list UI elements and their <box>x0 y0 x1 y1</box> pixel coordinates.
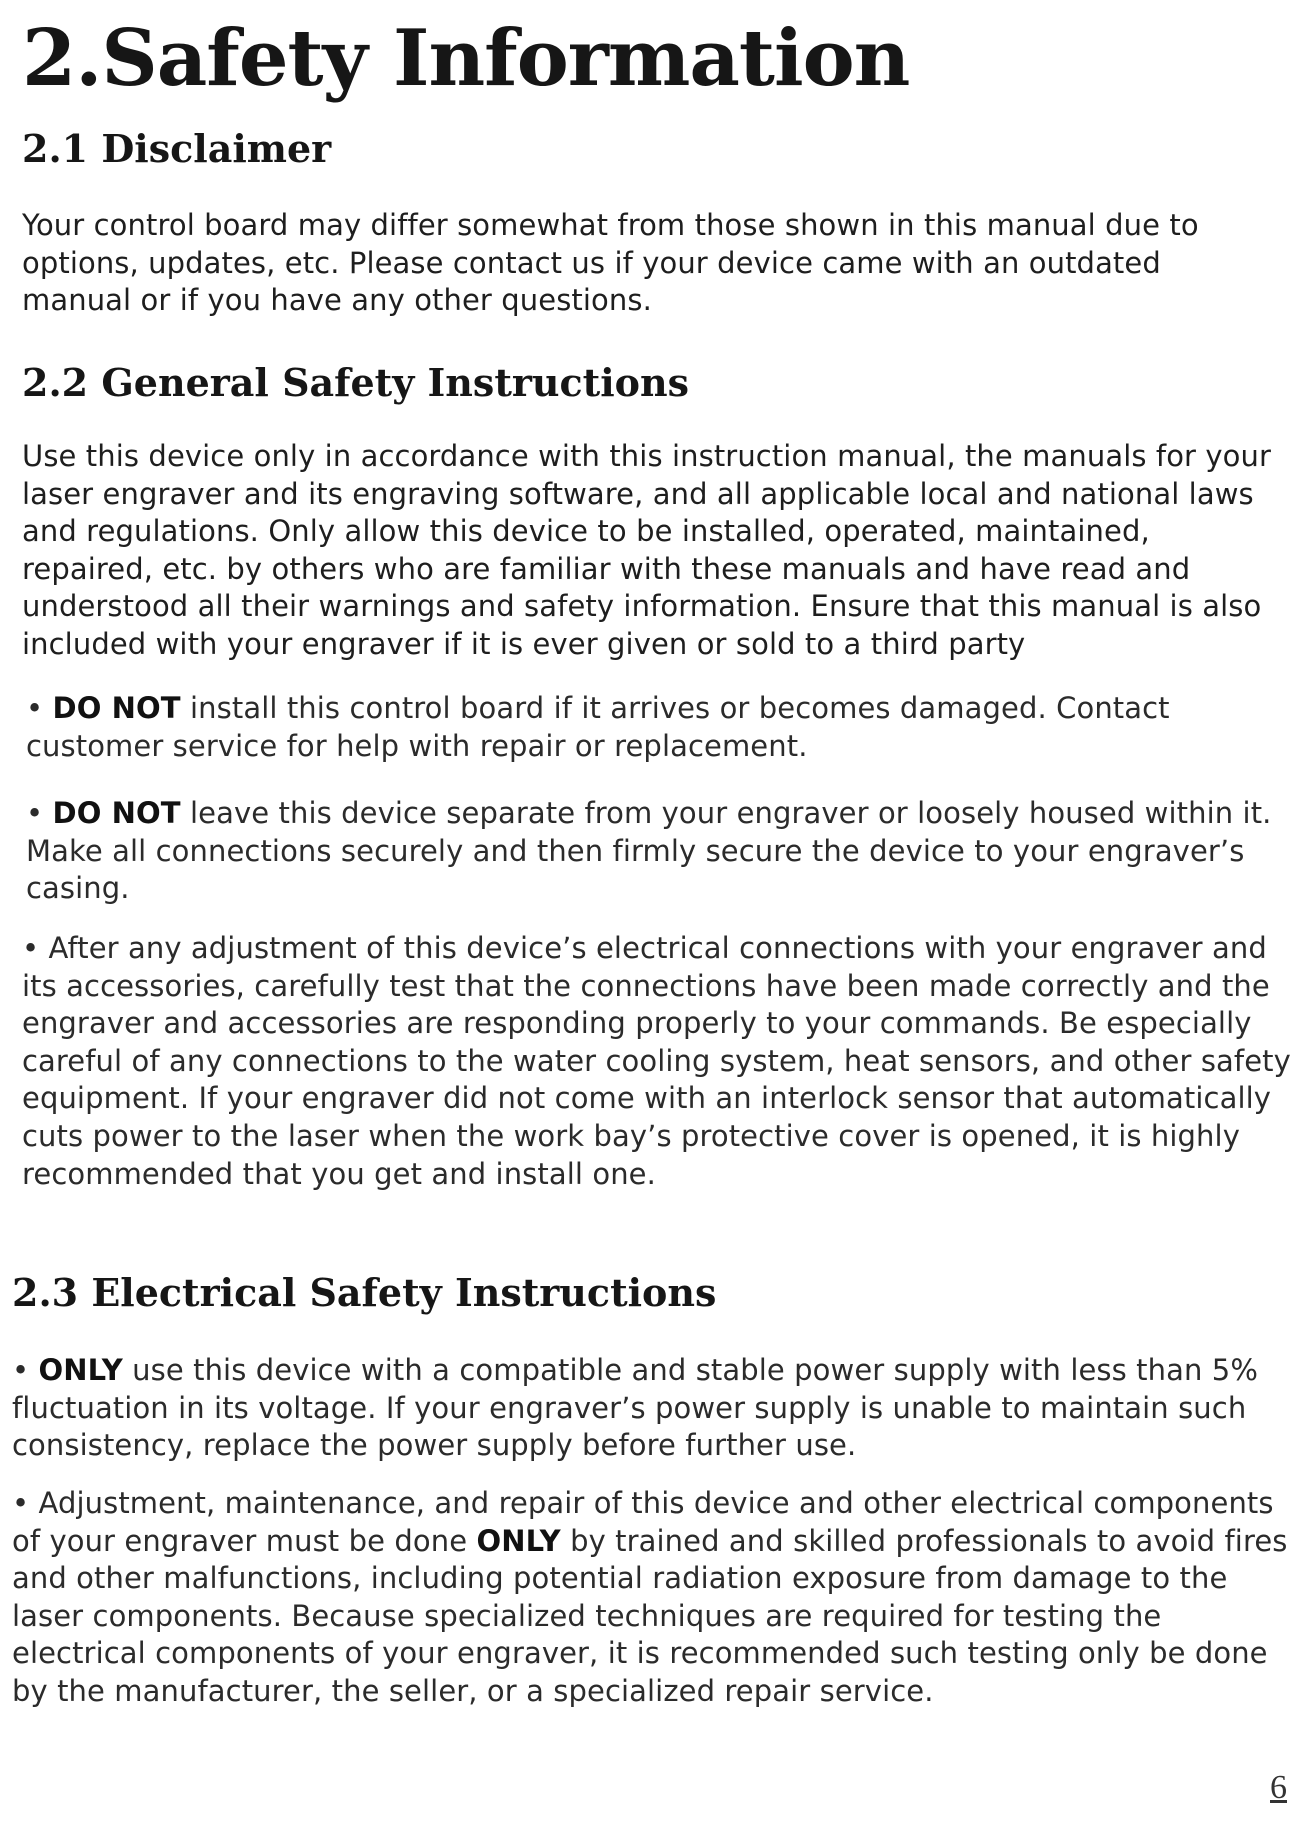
disclaimer-heading: 2.1 Disclaimer <box>22 126 332 171</box>
page-number: 6 <box>1270 1769 1287 1806</box>
only-emphasis: ONLY <box>38 1353 123 1387</box>
bullet-text: use this device with a compatible and stable power supply with less than 5% fluctuation in its voltage. If your engraver’s power supply is unable to maintain such consistency, replace the power supply before further use. <box>12 1353 1258 1463</box>
bullet-mark: • <box>26 691 44 725</box>
do-not-emphasis: DO NOT <box>52 796 181 830</box>
general-safety-paragraph: Use this device only in accordance with this instruction manual, the manuals for your laser engraver and its engraving software, and all applicable local and national laws and regulations. Only allow this device to be installed, operated, maintained, repaired, etc. by others who are familiar with these manuals and have read and understood all their warnings and safety information. Ensure that this manual is also included with your engraver if it is ever given or sold to a third party <box>22 439 1271 661</box>
electrical-bullet-professionals <box>12 1485 1292 1711</box>
bullet-text: install this control board if it arrives or becomes damaged. Contact customer service for help with repair or replacement. <box>26 691 1170 763</box>
bullet-text: Adjustment, maintenance, and repair of this device and other electrical components of your engraver must be done <box>12 1486 1274 1558</box>
general-bullet-damaged <box>26 690 1256 765</box>
bullet-mark: • <box>22 931 40 965</box>
electrical-bullet-power-supply <box>12 1352 1267 1465</box>
general-safety-heading: 2.2 General Safety Instructions <box>22 360 690 405</box>
electrical-safety-heading: 2.3 Electrical Safety Instructions <box>12 1270 717 1315</box>
bullet-mark: • <box>12 1353 30 1387</box>
only-emphasis: ONLY <box>476 1523 561 1558</box>
bullet-mark: • <box>12 1486 30 1520</box>
general-bullet-secure <box>26 795 1281 908</box>
bullet-text: by trained and skilled professionals to avoid fires and other malfunctions, including potential radiation exposure from damage to the laser components. Because specialized techniques are required for testing the electrical components of your engraver, it is recommended such testing only be done by the manufacturer, the seller, or a specialized repair service. <box>12 1523 1288 1708</box>
general-bullet-testing <box>22 930 1297 1193</box>
do-not-emphasis: DO NOT <box>52 691 181 725</box>
bullet-text: leave this device separate from your engraver or loosely housed within it. Make all connections securely and then firmly secure the device to your engraver’s casing. <box>26 796 1272 906</box>
page-title: 2.Safety Information <box>22 13 910 104</box>
bullet-mark: • <box>26 796 44 830</box>
disclaimer-paragraph: Your control board may differ somewhat from those shown in this manual due to options, updates, etc. Please contact us if your device came with an outdated manual or if you have any other questions. <box>22 208 1199 318</box>
bullet-text: After any adjustment of this device’s electrical connections with your engraver and its accessories, carefully test that the connections have been made correctly and the engraver and accessories are responding properly to your commands. Be especially careful of any connections to the water cooling system, heat sensors, and other safety equipment. If your engraver did not come with an interlock sensor that automatically cuts power to the laser when the work bay’s protective cover is opened, it is highly recommended that you get and install one. <box>22 931 1291 1191</box>
